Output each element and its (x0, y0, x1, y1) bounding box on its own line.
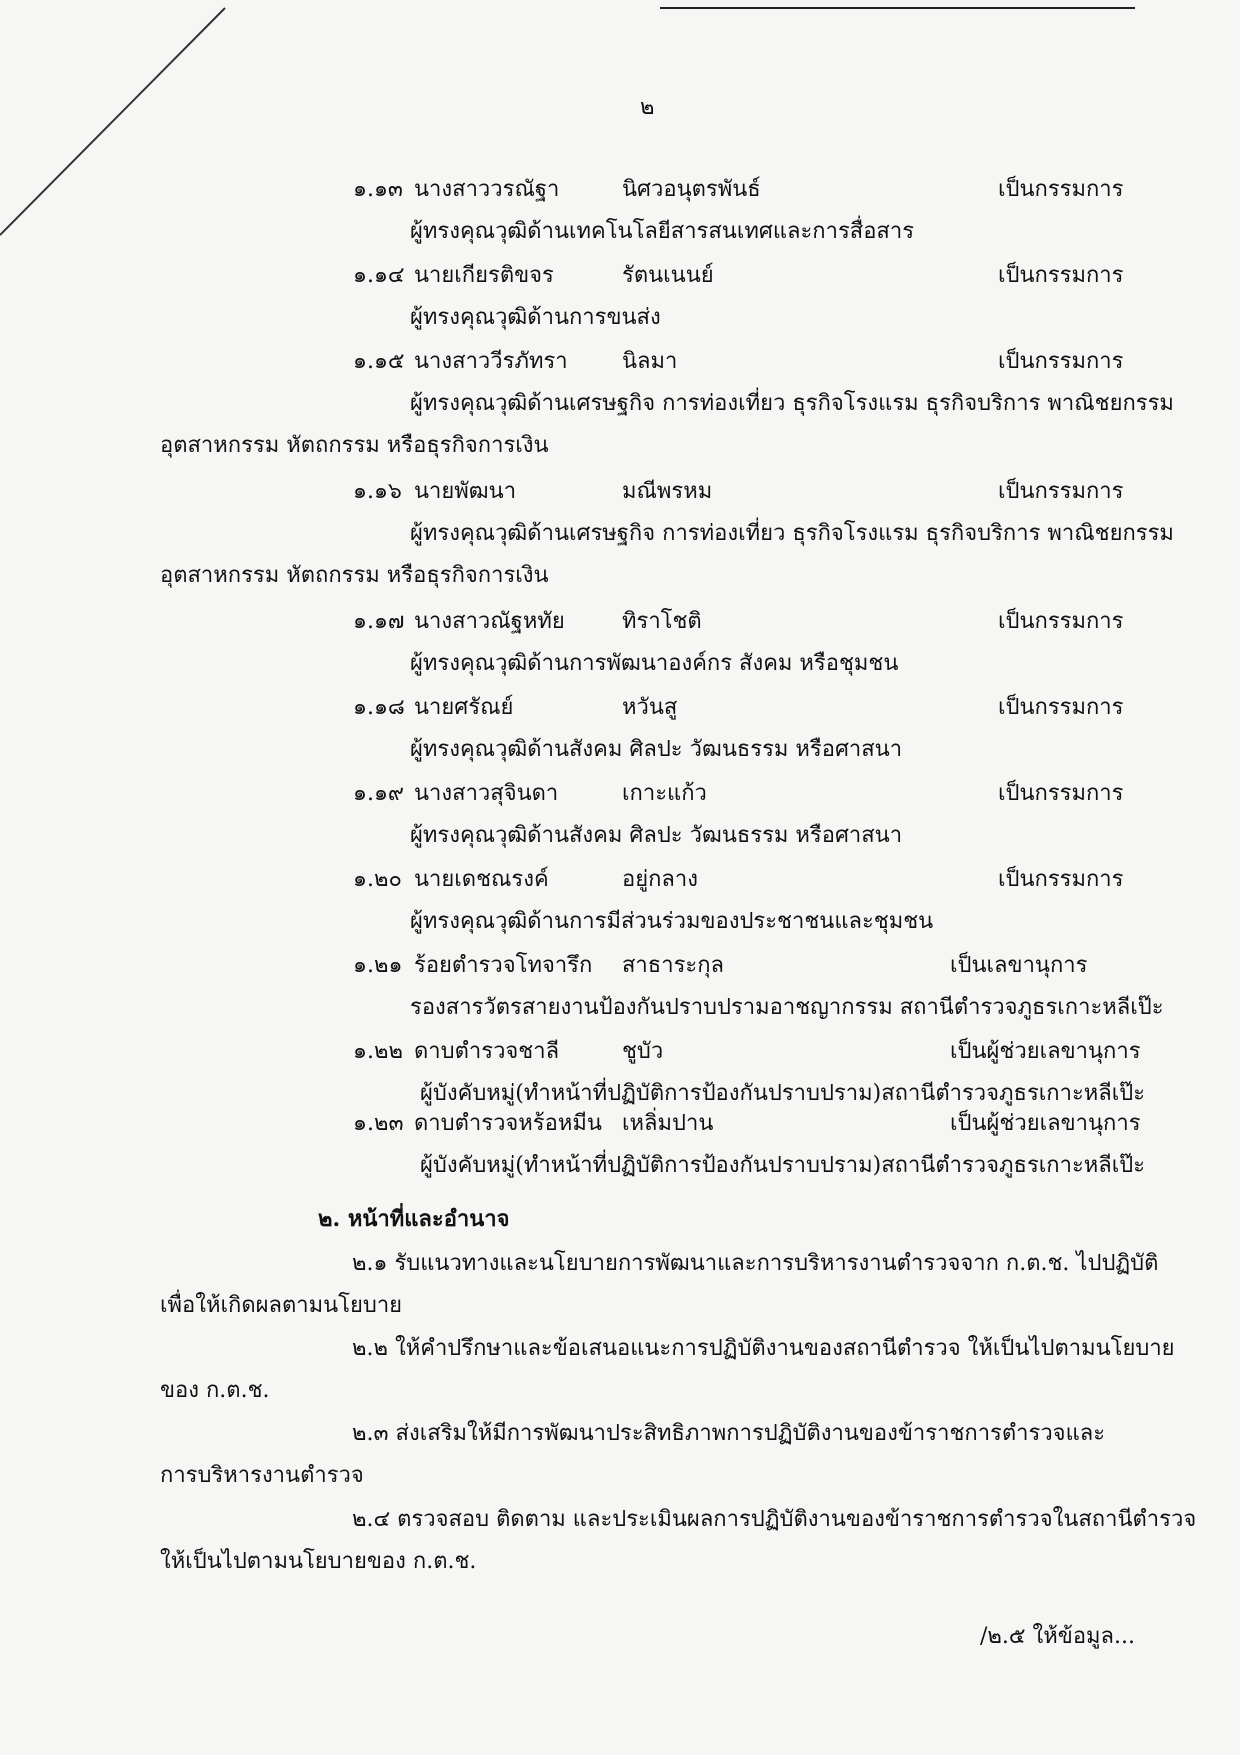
duty-first-line: ๒.๑ รับแนวทางและนโยบายการพัฒนาและการบริหารงานตำรวจจาก ก.ต.ช. ไปปฏิบัติ (352, 1251, 1159, 1276)
member-last-name: ทิราโชติ (622, 609, 702, 634)
member-role: เป็นกรรมการ (998, 695, 1124, 720)
duty-first-line: ๒.๒ ให้คำปรึกษาและข้อเสนอแนะการปฏิบัติงานของสถานีตำรวจ ให้เป็นไปตามนโยบาย (352, 1336, 1175, 1361)
member-role: เป็นผู้ช่วยเลขานุการ (950, 1111, 1141, 1136)
member-role: เป็นกรรมการ (998, 177, 1124, 202)
member-first-name: นายพัฒนา (414, 479, 517, 504)
member-role: เป็นกรรมการ (998, 263, 1124, 288)
member-number: ๑.๑๗ (353, 609, 405, 634)
member-last-name: สาธาระกุล (622, 953, 724, 978)
member-last-name: รัตนเนนย์ (622, 263, 714, 288)
duty-continuation-line: เพื่อให้เกิดผลตามนโยบาย (160, 1293, 403, 1318)
member-number: ๑.๑๖ (353, 479, 402, 504)
member-first-name: ร้อยตำรวจโทจารึก (414, 953, 593, 978)
member-description: ผู้ทรงคุณวุฒิด้านเศรษฐกิจ การท่องเที่ยว ธุรกิจโรงแรม ธุรกิจบริการ พาณิชยกรรม (410, 521, 1174, 546)
member-first-name: นางสาวสุจินดา (414, 781, 559, 806)
duty-continuation-line: ของ ก.ต.ช. (160, 1378, 270, 1403)
member-last-name: นิลมา (622, 349, 678, 374)
member-description: ผู้ทรงคุณวุฒิด้านการพัฒนาองค์กร สังคม หรือชุมชน (410, 651, 899, 676)
member-role: เป็นกรรมการ (998, 479, 1124, 504)
member-description: ผู้ทรงคุณวุฒิด้านการมีส่วนร่วมของประชาชนและชุมชน (410, 909, 934, 934)
member-last-name: หวันสู (622, 695, 678, 720)
member-number: ๑.๒๓ (353, 1111, 404, 1136)
member-first-name: นางสาววรณัฐา (414, 177, 560, 202)
member-description: อุตสาหกรรม หัตถกรรม หรือธุรกิจการเงิน (160, 433, 549, 458)
member-first-name: นายเกียรติขจร (414, 263, 554, 288)
member-last-name: ชูบัว (622, 1039, 664, 1064)
member-number: ๑.๑๘ (353, 695, 405, 720)
member-description: ผู้ทรงคุณวุฒิด้านเทคโนโลยีสารสนเทศและการสื่อสาร (410, 219, 915, 244)
member-description: ผู้ทรงคุณวุฒิด้านเศรษฐกิจ การท่องเที่ยว ธุรกิจโรงแรม ธุรกิจบริการ พาณิชยกรรม (410, 391, 1174, 416)
page-number: ๒ (640, 95, 655, 120)
member-role: เป็นกรรมการ (998, 349, 1124, 374)
member-number: ๑.๒๑ (353, 953, 403, 978)
member-description: ผู้ทรงคุณวุฒิด้านสังคม ศิลปะ วัฒนธรรม หรือศาสนา (410, 823, 903, 848)
member-description: ผู้บังคับหมู่(ทำหน้าที่ปฏิบัติการป้องกันปราบปราม)สถานีตำรวจภูธรเกาะหลีเป๊ะ (420, 1081, 1146, 1106)
section-heading: ๒. หน้าที่และอำนาจ (318, 1206, 510, 1232)
member-first-name: นางสาววีรภัทรา (414, 349, 568, 374)
member-last-name: นิศวอนุตรพันธ์ (622, 177, 761, 202)
member-number: ๑.๑๙ (353, 781, 405, 806)
member-number: ๑.๑๕ (353, 349, 405, 374)
member-last-name: มณีพรหม (622, 479, 713, 504)
duty-continuation-line: ให้เป็นไปตามนโยบายของ ก.ต.ช. (160, 1549, 477, 1574)
continuation-note: /๒.๕ ให้ข้อมูล... (980, 1624, 1136, 1649)
member-role: เป็นกรรมการ (998, 867, 1124, 892)
member-description: อุตสาหกรรม หัตถกรรม หรือธุรกิจการเงิน (160, 563, 549, 588)
member-role: เป็นผู้ช่วยเลขานุการ (950, 1039, 1141, 1064)
member-description: ผู้ทรงคุณวุฒิด้านการขนส่ง (410, 305, 661, 330)
duty-continuation-line: การบริหารงานตำรวจ (160, 1463, 364, 1488)
member-role: เป็นกรรมการ (998, 609, 1124, 634)
member-first-name: ดาบตำรวจชาลี (414, 1039, 560, 1064)
member-description: ผู้ทรงคุณวุฒิด้านสังคม ศิลปะ วัฒนธรรม หรือศาสนา (410, 737, 903, 762)
member-first-name: นายศรัณย์ (414, 695, 514, 720)
member-first-name: ดาบตำรวจหร้อหมีน (414, 1111, 602, 1136)
member-number: ๑.๒๒ (353, 1039, 403, 1064)
member-number: ๑.๑๓ (353, 177, 403, 202)
member-last-name: เกาะแก้ว (622, 781, 707, 806)
member-last-name: อยู่กลาง (622, 867, 699, 892)
member-number: ๑.๑๔ (353, 263, 405, 288)
member-description: ผู้บังคับหมู่(ทำหน้าที่ปฏิบัติการป้องกันปราบปราม)สถานีตำรวจภูธรเกาะหลีเป๊ะ (420, 1153, 1146, 1178)
member-role: เป็นกรรมการ (998, 781, 1124, 806)
member-last-name: เหลิ่มปาน (622, 1111, 714, 1136)
member-description: รองสารวัตรสายงานป้องกันปราบปรามอาชญากรรม สถานีตำรวจภูธรเกาะหลีเป๊ะ (410, 995, 1164, 1020)
member-number: ๑.๒๐ (353, 867, 402, 892)
member-first-name: นายเดชณรงค์ (414, 867, 549, 892)
member-first-name: นางสาวณัฐหทัย (414, 609, 565, 634)
member-role: เป็นเลขานุการ (950, 953, 1088, 978)
duty-first-line: ๒.๔ ตรวจสอบ ติดตาม และประเมินผลการปฏิบัติงานของข้าราชการตำรวจในสถานีตำรวจ (352, 1507, 1197, 1532)
duty-first-line: ๒.๓ ส่งเสริมให้มีการพัฒนาประสิทธิภาพการปฏิบัติงานของข้าราชการตำรวจและ (352, 1421, 1106, 1446)
